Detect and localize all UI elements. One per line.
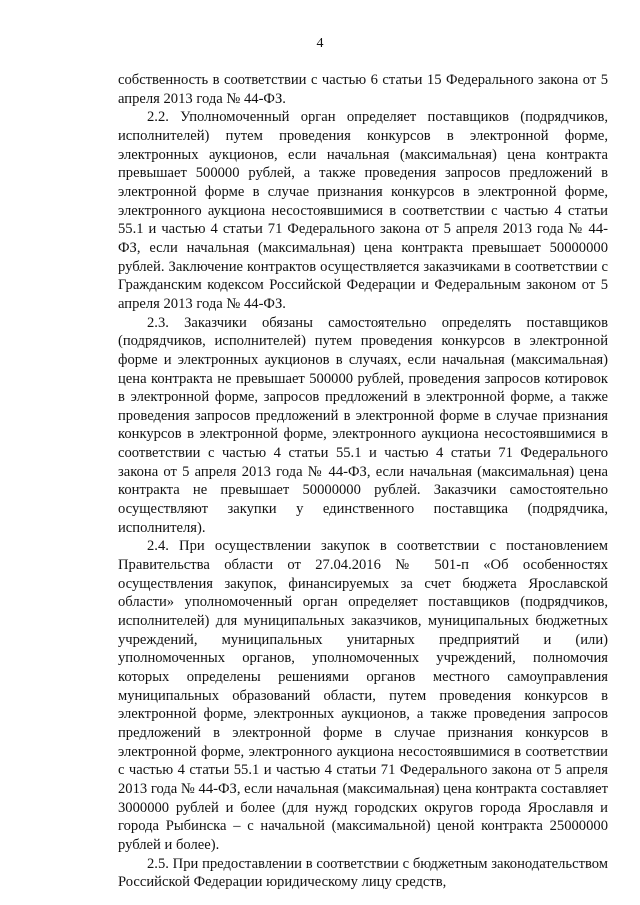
paragraph-2-4: 2.4. При осуществлении закупок в соответствии с постановлением Правительства области от 27.04.2016 № 501-п «Об особенностях осуществления закупок, финансируемых за счет бюджета Ярославской области» уполномоченный орган определяет поставщиков (подрядчиков, исполнителей) для муниципальных заказчиков, муниципальных бюджетных учреждений, муниципальных унитарных предприятий и (или) уполномоченных органов, уполномоченных учреждений, полномочия которых определены решениями органов местного самоуправления муниципальных образований области, путем проведения конкурсов в электронной форме, электронных аукционов, а также проведения запросов предложений в электронной форме в случае признания конкурсов в электронной форме, электронного аукциона несостоявшимися в соответствии с частью 4 статьи 55.1 и частью 4 статьи 71 Федерального закона от 5 апреля 2013 года № 44-ФЗ, если начальная (максимальная) цена контракта составляет 3000000 рублей и более (для нужд городских округов города Ярославля и города Рыбинска – с начальной (максимальной) ценой контракта 25000000 рублей и более). [118, 538, 608, 853]
paragraph-continuation: собственность в соответствии с частью 6 статьи 15 Федерального закона от 5 апреля 2013 года № 44-ФЗ. [118, 72, 608, 107]
paragraph-2-2: 2.2. Уполномоченный орган определяет поставщиков (подрядчиков, исполнителей) путем проведения конкурсов в электронной форме, электронных аукционов, если начальная (максимальная) цена контракта превышает 500000 рублей, а также проведения запросов предложений в электронной форме в случае признания конкурсов в электронной форме, электронного аукциона несостоявшимися в соответствии с частью 4 статьи 55.1 и частью 4 статьи 71 Федерального закона от 5 апреля 2013 года № 44-ФЗ, если начальная (максимальная) цена контракта превышает 50000000 рублей. Заключение контрактов осуществляется заказчиками в соответствии с Гражданским кодексом Российской Федерации и Федеральным законом от 5 апреля 2013 года № 44-ФЗ. [118, 109, 608, 312]
page-number: 4 [316, 36, 324, 51]
paragraph-2-5: 2.5. При предоставлении в соответствии с бюджетным законодательством Российской Федерации юридическому лицу средств, [118, 855, 608, 891]
paragraph-2-3: 2.3. Заказчики обязаны самостоятельно определять поставщиков (подрядчиков, исполнителей) путем проведения конкурсов в электронной форме и электронных аукционов в случаях, если начальная (максимальная) цена контракта не превышает 500000 рублей, проведения запросов котировок в электронной форме, запросов предложений в электронной форме, а также проведения запросов предложений в электронной форме в случае признания конкурсов в электронной форме, электронного аукциона несостоявшимися в соответствии с частью 4 статьи 55.1 и частью 4 статьи 71 Федерального закона от 5 апреля 2013 года № 44-ФЗ, если начальная (максимальная) цена контракта не превышает 50000000 рублей. Заказчики самостоятельно осуществляют закупки у единственного поставщика (подрядчика, исполнителя). [118, 314, 608, 536]
document-body [118, 71, 608, 892]
